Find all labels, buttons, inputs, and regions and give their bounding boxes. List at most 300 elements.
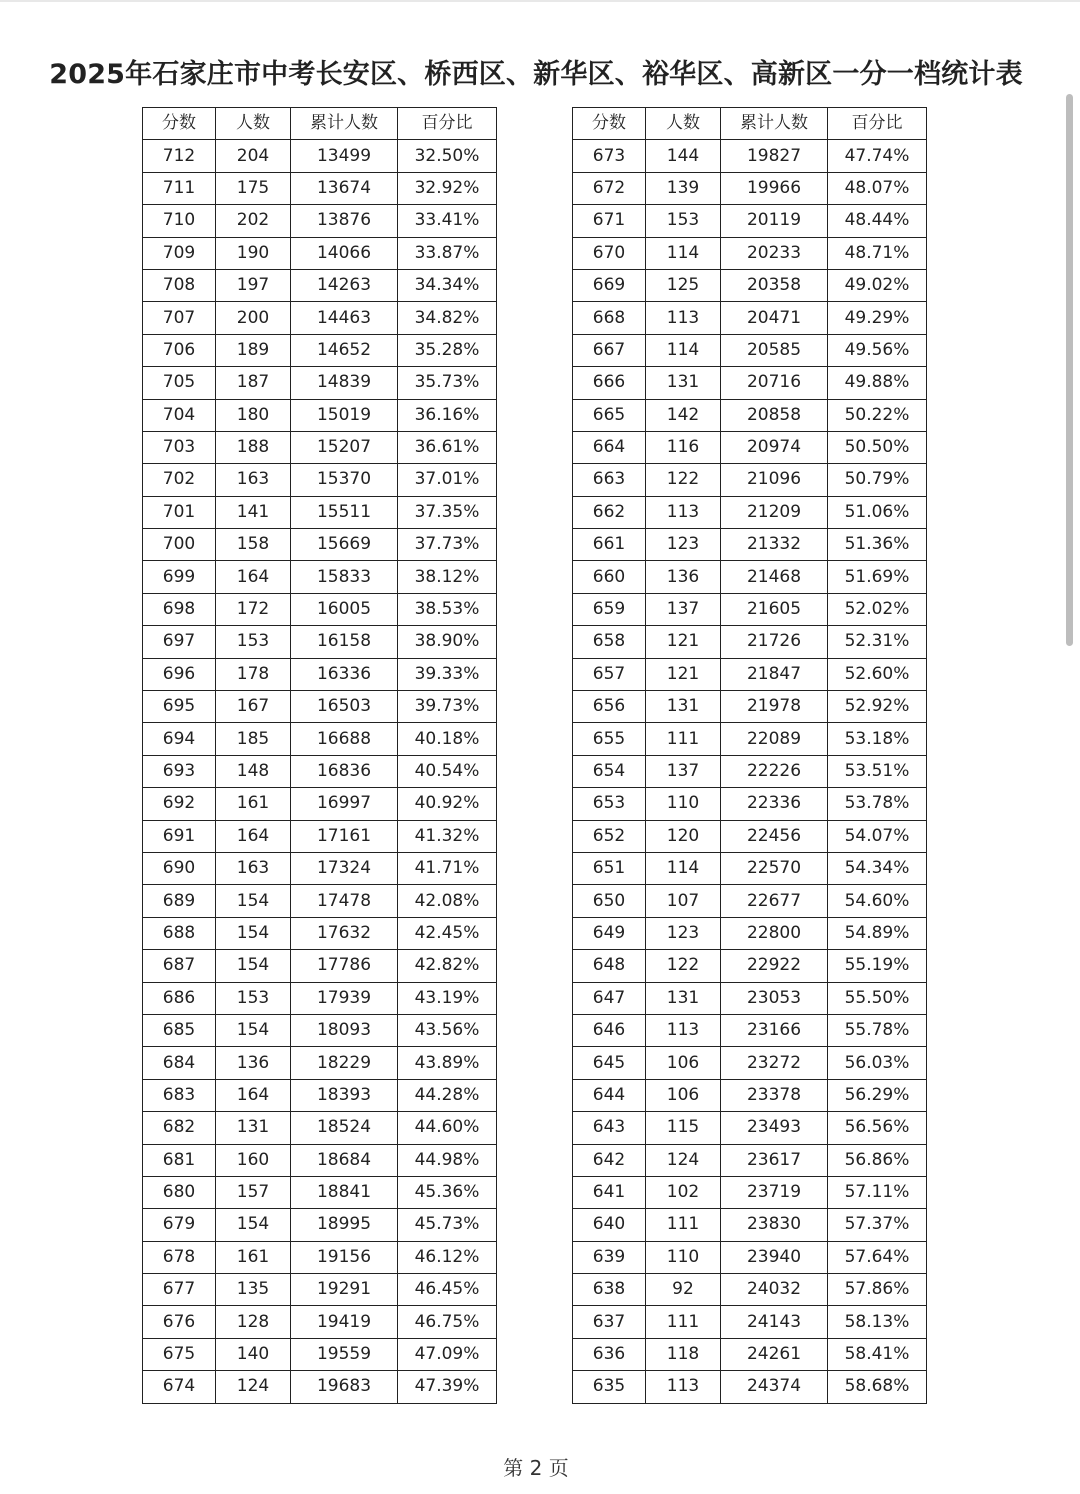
cell-score: 693 — [143, 755, 216, 787]
cell-cumulative: 23166 — [721, 1014, 828, 1046]
cell-cumulative: 22800 — [721, 917, 828, 949]
cell-count: 120 — [646, 820, 721, 852]
table-row — [143, 1047, 497, 1079]
cell-score: 646 — [573, 1014, 646, 1046]
cell-count: 114 — [646, 852, 721, 884]
cell-count: 124 — [646, 1144, 721, 1176]
table-row — [143, 820, 497, 852]
table-row — [573, 593, 927, 625]
cell-percent: 53.18% — [828, 723, 927, 755]
cell-count: 153 — [216, 982, 291, 1014]
cell-score: 663 — [573, 464, 646, 496]
cell-score: 671 — [573, 205, 646, 237]
cell-cumulative: 24032 — [721, 1274, 828, 1306]
cell-score: 650 — [573, 885, 646, 917]
cell-count: 118 — [646, 1338, 721, 1370]
cell-cumulative: 21847 — [721, 658, 828, 690]
cell-count: 113 — [646, 302, 721, 334]
table-row — [143, 1209, 497, 1241]
cell-cumulative: 20858 — [721, 399, 828, 431]
cell-percent: 39.33% — [398, 658, 497, 690]
cell-percent: 39.73% — [398, 691, 497, 723]
table-row — [143, 1306, 497, 1338]
cell-count: 113 — [646, 496, 721, 528]
cell-count: 121 — [646, 626, 721, 658]
cell-cumulative: 13499 — [291, 140, 398, 172]
cell-cumulative: 20585 — [721, 334, 828, 366]
table-row — [573, 529, 927, 561]
cell-cumulative: 19966 — [721, 172, 828, 204]
cell-cumulative: 22922 — [721, 950, 828, 982]
table-row — [573, 723, 927, 755]
cell-cumulative: 19419 — [291, 1306, 398, 1338]
header-percent: 百分比 — [828, 108, 927, 140]
table-row — [573, 140, 927, 172]
cell-percent: 40.54% — [398, 755, 497, 787]
cell-score: 647 — [573, 982, 646, 1014]
table-body-left — [143, 140, 497, 1403]
cell-cumulative: 21978 — [721, 691, 828, 723]
cell-cumulative: 18093 — [291, 1014, 398, 1046]
cell-cumulative: 13674 — [291, 172, 398, 204]
cell-count: 164 — [216, 1079, 291, 1111]
cell-cumulative: 24374 — [721, 1371, 828, 1403]
cell-percent: 36.61% — [398, 431, 497, 463]
table-row — [573, 788, 927, 820]
cell-count: 163 — [216, 852, 291, 884]
cell-cumulative: 18995 — [291, 1209, 398, 1241]
cell-count: 131 — [216, 1112, 291, 1144]
cell-cumulative: 18684 — [291, 1144, 398, 1176]
cell-cumulative: 20233 — [721, 237, 828, 269]
cell-score: 677 — [143, 1274, 216, 1306]
table-row — [573, 269, 927, 301]
cell-score: 692 — [143, 788, 216, 820]
cell-cumulative: 14263 — [291, 269, 398, 301]
cell-percent: 52.31% — [828, 626, 927, 658]
cell-score: 678 — [143, 1241, 216, 1273]
cell-score: 654 — [573, 755, 646, 787]
cell-percent: 41.71% — [398, 852, 497, 884]
cell-percent: 43.19% — [398, 982, 497, 1014]
cell-cumulative: 16158 — [291, 626, 398, 658]
cell-count: 153 — [646, 205, 721, 237]
cell-percent: 46.75% — [398, 1306, 497, 1338]
cell-score: 699 — [143, 561, 216, 593]
cell-score: 641 — [573, 1176, 646, 1208]
table-row — [573, 431, 927, 463]
cell-cumulative: 22089 — [721, 723, 828, 755]
table-row — [143, 269, 497, 301]
cell-cumulative: 17786 — [291, 950, 398, 982]
cell-cumulative: 16336 — [291, 658, 398, 690]
cell-percent: 58.41% — [828, 1338, 927, 1370]
cell-count: 131 — [646, 367, 721, 399]
cell-score: 658 — [573, 626, 646, 658]
cell-percent: 52.02% — [828, 593, 927, 625]
cell-percent: 44.98% — [398, 1144, 497, 1176]
header-cumulative: 累计人数 — [721, 108, 828, 140]
cell-count: 204 — [216, 140, 291, 172]
cell-cumulative: 17161 — [291, 820, 398, 852]
cell-score: 664 — [573, 431, 646, 463]
cell-cumulative: 23272 — [721, 1047, 828, 1079]
cell-score: 703 — [143, 431, 216, 463]
cell-cumulative: 22456 — [721, 820, 828, 852]
cell-count: 131 — [646, 982, 721, 1014]
cell-percent: 53.51% — [828, 755, 927, 787]
cell-percent: 44.28% — [398, 1079, 497, 1111]
header-count: 人数 — [216, 108, 291, 140]
cell-percent: 33.41% — [398, 205, 497, 237]
table-row — [573, 1144, 927, 1176]
cell-percent: 49.02% — [828, 269, 927, 301]
cell-count: 137 — [646, 593, 721, 625]
cell-cumulative: 14839 — [291, 367, 398, 399]
score-table-right — [572, 107, 927, 1404]
cell-cumulative: 17324 — [291, 852, 398, 884]
cell-count: 175 — [216, 172, 291, 204]
cell-score: 644 — [573, 1079, 646, 1111]
table-row — [143, 1338, 497, 1370]
table-row — [573, 367, 927, 399]
cell-cumulative: 23493 — [721, 1112, 828, 1144]
cell-count: 140 — [216, 1338, 291, 1370]
cell-count: 121 — [646, 658, 721, 690]
cell-percent: 54.34% — [828, 852, 927, 884]
cell-score: 640 — [573, 1209, 646, 1241]
cell-score: 661 — [573, 529, 646, 561]
table-row — [143, 140, 497, 172]
cell-score: 685 — [143, 1014, 216, 1046]
cell-count: 148 — [216, 755, 291, 787]
cell-percent: 45.36% — [398, 1176, 497, 1208]
table-row — [573, 1338, 927, 1370]
cell-cumulative: 17478 — [291, 885, 398, 917]
cell-cumulative: 16997 — [291, 788, 398, 820]
cell-percent: 46.45% — [398, 1274, 497, 1306]
cell-score: 674 — [143, 1371, 216, 1403]
cell-score: 683 — [143, 1079, 216, 1111]
header-score: 分数 — [573, 108, 646, 140]
cell-count: 154 — [216, 950, 291, 982]
cell-score: 675 — [143, 1338, 216, 1370]
cell-count: 128 — [216, 1306, 291, 1338]
cell-cumulative: 24261 — [721, 1338, 828, 1370]
cell-score: 691 — [143, 820, 216, 852]
cell-score: 700 — [143, 529, 216, 561]
table-row — [143, 1144, 497, 1176]
cell-percent: 54.07% — [828, 820, 927, 852]
cell-percent: 37.01% — [398, 464, 497, 496]
cell-percent: 48.07% — [828, 172, 927, 204]
cell-count: 136 — [216, 1047, 291, 1079]
cell-score: 707 — [143, 302, 216, 334]
page-number: 第 2 页 — [503, 1456, 569, 1480]
cell-score: 695 — [143, 691, 216, 723]
cell-cumulative: 21605 — [721, 593, 828, 625]
cell-percent: 56.56% — [828, 1112, 927, 1144]
cell-score: 690 — [143, 852, 216, 884]
cell-count: 154 — [216, 1014, 291, 1046]
cell-cumulative: 23830 — [721, 1209, 828, 1241]
cell-cumulative: 19156 — [291, 1241, 398, 1273]
cell-score: 682 — [143, 1112, 216, 1144]
cell-score: 651 — [573, 852, 646, 884]
table-row — [573, 1241, 927, 1273]
table-row — [143, 302, 497, 334]
cell-count: 116 — [646, 431, 721, 463]
cell-percent: 49.88% — [828, 367, 927, 399]
table-row — [573, 1079, 927, 1111]
cell-percent: 58.68% — [828, 1371, 927, 1403]
cell-cumulative: 16503 — [291, 691, 398, 723]
cell-count: 136 — [646, 561, 721, 593]
cell-count: 92 — [646, 1274, 721, 1306]
cell-score: 636 — [573, 1338, 646, 1370]
cell-cumulative: 15019 — [291, 399, 398, 431]
cell-count: 107 — [646, 885, 721, 917]
cell-cumulative: 19827 — [721, 140, 828, 172]
table-row — [573, 1112, 927, 1144]
cell-percent: 55.78% — [828, 1014, 927, 1046]
cell-percent: 47.74% — [828, 140, 927, 172]
table-row — [143, 593, 497, 625]
cell-percent: 51.69% — [828, 561, 927, 593]
cell-count: 161 — [216, 1241, 291, 1273]
cell-cumulative: 15370 — [291, 464, 398, 496]
cell-percent: 58.13% — [828, 1306, 927, 1338]
cell-cumulative: 24143 — [721, 1306, 828, 1338]
table-row — [143, 950, 497, 982]
table-row — [573, 820, 927, 852]
cell-percent: 55.50% — [828, 982, 927, 1014]
cell-cumulative: 23719 — [721, 1176, 828, 1208]
cell-percent: 50.79% — [828, 464, 927, 496]
cell-count: 164 — [216, 561, 291, 593]
cell-cumulative: 23378 — [721, 1079, 828, 1111]
cell-percent: 42.82% — [398, 950, 497, 982]
cell-cumulative: 21096 — [721, 464, 828, 496]
cell-count: 158 — [216, 529, 291, 561]
cell-count: 185 — [216, 723, 291, 755]
table-row — [143, 1112, 497, 1144]
cell-cumulative: 22677 — [721, 885, 828, 917]
cell-count: 114 — [646, 237, 721, 269]
cell-cumulative: 18393 — [291, 1079, 398, 1111]
table-row — [573, 1306, 927, 1338]
cell-percent: 43.56% — [398, 1014, 497, 1046]
cell-score: 681 — [143, 1144, 216, 1176]
cell-percent: 40.92% — [398, 788, 497, 820]
cell-score: 657 — [573, 658, 646, 690]
cell-score: 698 — [143, 593, 216, 625]
cell-percent: 43.89% — [398, 1047, 497, 1079]
cell-count: 141 — [216, 496, 291, 528]
top-divider — [0, 0, 1080, 2]
cell-count: 189 — [216, 334, 291, 366]
table-row — [143, 496, 497, 528]
cell-percent: 51.36% — [828, 529, 927, 561]
page-title: 2025年石家庄市中考长安区、桥西区、新华区、裕华区、高新区一分一档统计表 — [49, 59, 1023, 90]
cell-cumulative: 17939 — [291, 982, 398, 1014]
table-row — [143, 529, 497, 561]
cell-count: 139 — [646, 172, 721, 204]
cell-count: 144 — [646, 140, 721, 172]
cell-cumulative: 15207 — [291, 431, 398, 463]
cell-count: 164 — [216, 820, 291, 852]
cell-score: 679 — [143, 1209, 216, 1241]
cell-percent: 37.35% — [398, 496, 497, 528]
table-row — [573, 464, 927, 496]
cell-count: 180 — [216, 399, 291, 431]
cell-count: 197 — [216, 269, 291, 301]
cell-score: 712 — [143, 140, 216, 172]
cell-percent: 38.53% — [398, 593, 497, 625]
cell-percent: 57.37% — [828, 1209, 927, 1241]
cell-cumulative: 23940 — [721, 1241, 828, 1273]
table-body-right — [573, 140, 927, 1403]
table-row — [143, 982, 497, 1014]
cell-count: 115 — [646, 1112, 721, 1144]
cell-percent: 56.29% — [828, 1079, 927, 1111]
cell-cumulative: 14652 — [291, 334, 398, 366]
cell-cumulative: 18841 — [291, 1176, 398, 1208]
header-score: 分数 — [143, 108, 216, 140]
cell-count: 125 — [646, 269, 721, 301]
cell-score: 673 — [573, 140, 646, 172]
cell-score: 697 — [143, 626, 216, 658]
cell-score: 649 — [573, 917, 646, 949]
table-row — [143, 1176, 497, 1208]
cell-count: 172 — [216, 593, 291, 625]
cell-score: 635 — [573, 1371, 646, 1403]
cell-count: 167 — [216, 691, 291, 723]
cell-score: 642 — [573, 1144, 646, 1176]
table-row — [143, 334, 497, 366]
table-row — [143, 917, 497, 949]
table-row — [143, 626, 497, 658]
table-row — [143, 205, 497, 237]
cell-percent: 57.11% — [828, 1176, 927, 1208]
cell-percent: 57.64% — [828, 1241, 927, 1273]
cell-count: 178 — [216, 658, 291, 690]
cell-cumulative: 17632 — [291, 917, 398, 949]
cell-score: 643 — [573, 1112, 646, 1144]
cell-count: 131 — [646, 691, 721, 723]
cell-percent: 51.06% — [828, 496, 927, 528]
cell-percent: 50.22% — [828, 399, 927, 431]
cell-percent: 54.89% — [828, 917, 927, 949]
table-row — [573, 755, 927, 787]
cell-cumulative: 18524 — [291, 1112, 398, 1144]
cell-percent: 46.12% — [398, 1241, 497, 1273]
table-row — [573, 950, 927, 982]
cell-percent: 48.44% — [828, 205, 927, 237]
cell-score: 688 — [143, 917, 216, 949]
cell-percent: 47.39% — [398, 1371, 497, 1403]
cell-count: 106 — [646, 1047, 721, 1079]
cell-score: 652 — [573, 820, 646, 852]
table-row — [573, 399, 927, 431]
table-row — [573, 852, 927, 884]
cell-percent: 55.19% — [828, 950, 927, 982]
cell-score: 659 — [573, 593, 646, 625]
cell-cumulative: 16836 — [291, 755, 398, 787]
cell-cumulative: 23053 — [721, 982, 828, 1014]
table-row — [573, 237, 927, 269]
cell-score: 711 — [143, 172, 216, 204]
cell-percent: 35.73% — [398, 367, 497, 399]
cell-cumulative: 14066 — [291, 237, 398, 269]
table-row — [143, 367, 497, 399]
cell-percent: 49.29% — [828, 302, 927, 334]
cell-count: 123 — [646, 917, 721, 949]
cell-percent: 52.92% — [828, 691, 927, 723]
cell-cumulative: 20358 — [721, 269, 828, 301]
cell-score: 667 — [573, 334, 646, 366]
cell-percent: 57.86% — [828, 1274, 927, 1306]
cell-score: 666 — [573, 367, 646, 399]
cell-score: 709 — [143, 237, 216, 269]
cell-score: 710 — [143, 205, 216, 237]
cell-count: 123 — [646, 529, 721, 561]
cell-count: 124 — [216, 1371, 291, 1403]
cell-score: 670 — [573, 237, 646, 269]
table-row — [573, 885, 927, 917]
table-row — [573, 334, 927, 366]
table-row — [143, 1079, 497, 1111]
table-row — [573, 496, 927, 528]
cell-score: 665 — [573, 399, 646, 431]
cell-percent: 35.28% — [398, 334, 497, 366]
cell-percent: 49.56% — [828, 334, 927, 366]
cell-cumulative: 16688 — [291, 723, 398, 755]
cell-cumulative: 22226 — [721, 755, 828, 787]
cell-score: 668 — [573, 302, 646, 334]
table-row — [573, 1047, 927, 1079]
cell-score: 637 — [573, 1306, 646, 1338]
cell-cumulative: 21209 — [721, 496, 828, 528]
cell-cumulative: 15833 — [291, 561, 398, 593]
score-table-left — [142, 107, 497, 1404]
cell-count: 153 — [216, 626, 291, 658]
cell-count: 122 — [646, 950, 721, 982]
cell-score: 639 — [573, 1241, 646, 1273]
cell-score: 676 — [143, 1306, 216, 1338]
cell-count: 154 — [216, 1209, 291, 1241]
table-row — [143, 788, 497, 820]
table-row — [573, 561, 927, 593]
table-header-row — [573, 108, 927, 140]
cell-count: 113 — [646, 1371, 721, 1403]
table-row — [573, 172, 927, 204]
cell-count: 110 — [646, 1241, 721, 1273]
cell-cumulative: 23617 — [721, 1144, 828, 1176]
cell-cumulative: 22336 — [721, 788, 828, 820]
vertical-scrollbar[interactable] — [1066, 94, 1073, 646]
cell-score: 704 — [143, 399, 216, 431]
cell-percent: 53.78% — [828, 788, 927, 820]
cell-score: 696 — [143, 658, 216, 690]
cell-count: 154 — [216, 885, 291, 917]
cell-count: 114 — [646, 334, 721, 366]
cell-percent: 41.32% — [398, 820, 497, 852]
cell-percent: 42.45% — [398, 917, 497, 949]
cell-count: 110 — [646, 788, 721, 820]
cell-percent: 54.60% — [828, 885, 927, 917]
cell-cumulative: 14463 — [291, 302, 398, 334]
